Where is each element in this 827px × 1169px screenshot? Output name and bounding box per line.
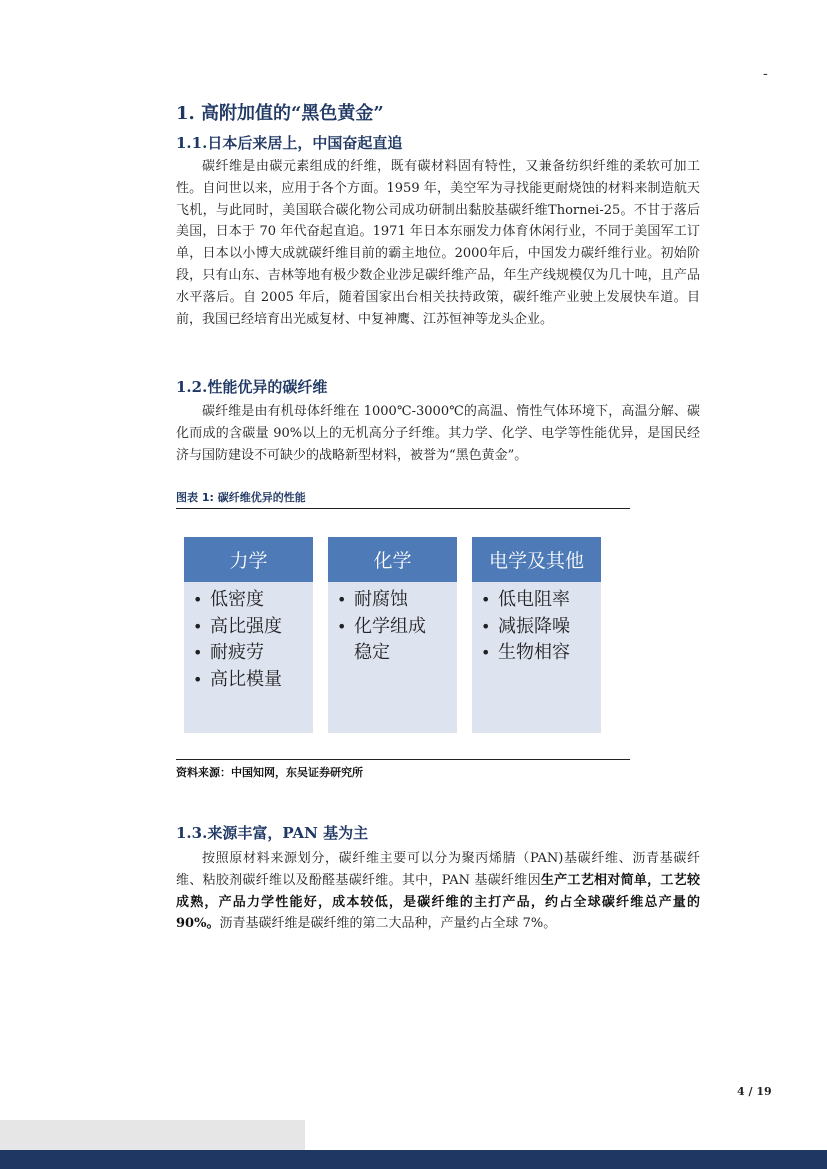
property-list bbox=[472, 587, 570, 667]
property-item: • 减振降噪 bbox=[498, 614, 570, 641]
property-item: • 高比模量 bbox=[210, 667, 282, 694]
property-list bbox=[184, 587, 282, 693]
property-item: • 耐疲劳 bbox=[210, 640, 282, 667]
figure-bottom-rule bbox=[176, 759, 630, 760]
footer-navy-bar bbox=[0, 1150, 827, 1169]
property-list bbox=[328, 587, 457, 667]
section-1-2-paragraph: 碳纤维是由有机母体纤维在 1000℃-3000℃的高温、惰性气体环境下，高温分解、碳化而成的含碳量 90%以上的无机高分子纤维。其力学、化学、电学等性能优异，是国民经济与国防建设不可缺少的战略新型材料，被誉为“黑色黄金”。 bbox=[176, 404, 700, 463]
property-item: • 低密度 bbox=[210, 587, 282, 614]
section-1-3-title: 1.3.来源丰富，PAN 基为主 bbox=[176, 824, 369, 842]
paragraph-emphasis: 生产工艺相对简单，工艺较成熟，产品力学性能好，成本较低，是碳纤维的主打产品，约占全球碳纤维总产量的 90%。 bbox=[176, 872, 700, 932]
property-item: • 耐腐蚀 bbox=[354, 587, 439, 614]
section-1-title: 1. 高附加值的“黑色黄金” bbox=[176, 103, 384, 124]
section-1-2-title: 1.2.性能优异的碳纤维 bbox=[176, 378, 328, 396]
property-box-mechanical bbox=[184, 537, 313, 733]
property-item: • 高比强度 bbox=[210, 614, 282, 641]
property-item: • 低电阻率 bbox=[498, 587, 570, 614]
page-number: 4 / 19 bbox=[737, 1085, 772, 1098]
header-dash: - bbox=[763, 66, 768, 82]
property-box-header: 电学及其他 bbox=[472, 537, 601, 582]
property-box-header: 化学 bbox=[328, 537, 457, 582]
property-box-chemical bbox=[328, 537, 457, 733]
footer-grey-bar bbox=[0, 1120, 305, 1150]
property-item: • 化学组成稳定 bbox=[354, 614, 439, 667]
paragraph-text: 沥青基碳纤维是碳纤维的第二大品种，产量约占全球 7%。 bbox=[219, 916, 557, 932]
figure-caption: 图表 1: 碳纤维优异的性能 bbox=[176, 491, 306, 504]
section-1-1-title: 1.1.日本后来居上，中国奋起直追 bbox=[176, 134, 403, 152]
figure-source: 资料来源：中国知网，东吴证券研究所 bbox=[176, 766, 363, 779]
property-item: • 生物相容 bbox=[498, 640, 570, 667]
section-1-3-paragraph bbox=[176, 848, 700, 935]
section-1-1-paragraph: 碳纤维是由碳元素组成的纤维，既有碳材料固有特性，又兼备纺织纤维的柔软可加工性。自问世以来，应用于各个方面。1959 年，美空军为寻找能更耐烧蚀的材料来制造航天飞机，与此同时，美国联合碳化物公司成功研制出黏胶基碳纤维Thornei-25。不甘于落后美国，日本于 70 年代奋起直追。1971 年日本东丽发力体育休闲行业，不同于美国军工订单，日本以小博大成就碳纤维目前的霸主地位。2000年后，中国发力碳纤维行业。初始阶段，只有山东、吉林等地有极少数企业涉足碳纤维产品，年生产线规模仅为几十吨，且产品水平落后。自 2005 年后，随着国家出台相关扶持政策，碳纤维产业驶上发展快车道。目前，我国已经培育出光威复材、中复神鹰、江苏恒神等龙头企业。 bbox=[176, 159, 700, 327]
property-box-electrical bbox=[472, 537, 601, 733]
property-box-header: 力学 bbox=[184, 537, 313, 582]
figure-top-rule bbox=[176, 508, 630, 509]
paragraph-text: 按照原材料来源划分，碳纤维主要可以分为聚丙烯腈（PAN)基碳纤维、沥青基碳纤维、粘胶剂碳纤维以及酚醛基碳纤维。其中，PAN 基碳纤维因 bbox=[176, 851, 700, 888]
